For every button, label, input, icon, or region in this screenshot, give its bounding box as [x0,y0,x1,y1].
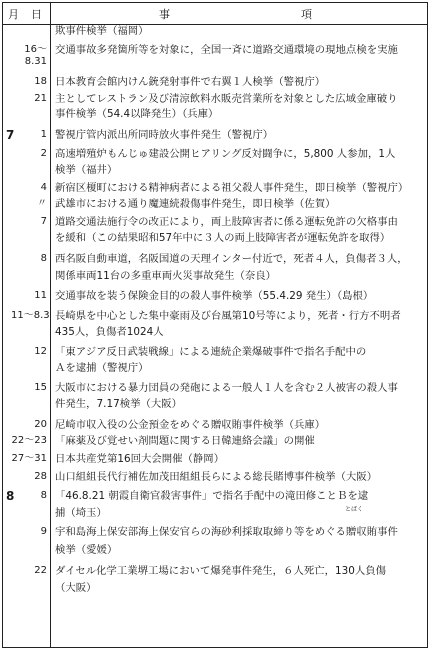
row-text: 山口組組長代行補佐加茂田組組長らによる総長賭博事件検挙（大阪） [55,471,378,483]
row-text: 検挙（福井） [55,164,118,176]
row-text: 「麻薬及び覚せい剤問題に関する日韓連絡会議」の開催 [55,435,315,447]
row-text: 関係車両11台の多重車両火災事故発生（奈良） [55,270,277,282]
table-row [3,434,427,448]
table-row [3,163,427,177]
table-row [3,581,427,595]
table-row [3,181,427,195]
row-text: 長崎県を中心とした集中豪雨及び台風第10号等により，死者・行方不明者 [55,310,401,322]
row-text: 大阪市における暴力団員の発砲による一般人１人を含む２人被害の殺人事 [55,382,398,394]
ruby-annotation: とばく [345,506,364,513]
header-day: 日 [31,8,42,21]
row-day: 8 [40,490,47,501]
row-day: 16〜 [24,44,47,55]
row-text: 交通事故を装う保険金目的の殺人事件検挙（55.4.29 発生）（島根） [55,290,374,302]
table-row [3,564,427,578]
row-text: 日本共産党第16回大会開催（静岡） [55,453,225,465]
table-row [3,289,427,303]
row-text: 435人，負傷者1024人 [55,326,164,338]
row-day: 20 [34,419,47,430]
row-text: 主としてレストラン及び清涼飲料水販売営業所を対象とした広域金庫破り [55,93,398,105]
table-row [3,231,427,245]
table-row [3,397,427,411]
row-text: を緩和（この結果昭和57年中に３人の両上肢障害者が運転免許を取得） [55,232,391,244]
row-day: 18 [34,76,47,87]
table-row [3,252,427,266]
header-month: 月 [8,8,19,21]
row-day: 11〜8.3 [11,310,50,321]
table-row [3,345,427,359]
row-day: 22〜23 [11,435,47,446]
header-ji: 事 [159,8,170,21]
row-day: 4 [40,182,47,193]
row-day: 21 [34,93,47,104]
row-day: 28 [34,471,47,482]
table-row [3,525,427,539]
row-text: 「46.8.21 朝霞自衛官殺害事件」で指名手配中の滝田修ことＢを逮 [55,490,369,502]
row-text: 検挙（愛媛） [55,544,118,556]
row-text: 道路交通法施行令の改正により，両上肢障害者に係る運転免許の欠格事由 [55,216,398,228]
row-day: 11 [34,290,47,301]
row-day: 9 [40,526,47,537]
row-month: 8 [6,489,15,503]
row-day: 2 [40,148,47,159]
table-row [3,309,427,323]
table-row [3,381,427,395]
table-row [3,92,427,106]
row-text: 西名阪自動車道，名阪国道の天理インター付近で，死者４人，負傷者３人， [55,253,408,265]
row-text: 宇和島海上保安部海上保安官らの海砂利採取取締り等をめぐる贈収賄事件 [55,526,398,538]
row-text: Ａを逮捕（警視庁） [55,362,149,374]
row-text: 武雄市における通り魔連続殺傷事件発生，即日検挙（佐賀） [55,198,336,210]
row-day: 27〜31 [11,453,47,464]
table-row [3,361,427,375]
table-row [3,197,427,211]
row-day: 8.31 [24,56,47,67]
row-text: （大阪） [55,582,97,594]
row-text: 欺事件検挙（福岡） [55,25,149,37]
table-row [3,489,427,503]
table-row [3,215,427,229]
row-text: 捕（埼玉） [55,507,107,519]
table-row [3,107,427,121]
row-text: 「東アジア反日武装戦線」による連続企業爆破事件で指名手配中の [55,346,367,358]
table-row [3,418,427,432]
table-row [3,147,427,161]
row-day: 1 [40,129,47,140]
row-text: 交通事故多発箇所等を対象に，全国一斉に道路交通環境の現地点検を実施 [55,44,398,56]
row-day: 〃 [37,198,47,209]
row-text: 事件検挙（54.4以降発生）（兵庫） [55,108,219,120]
row-day: 15 [34,382,47,393]
table-row [3,75,427,89]
table-row [3,128,427,142]
table-row [3,325,427,339]
table-row [3,543,427,557]
row-day: 22 [34,565,47,576]
table-row [3,506,427,520]
row-day: 7 [40,216,47,227]
table-header [3,3,427,25]
header-kou: 項 [301,8,312,21]
row-text: 高速増殖炉もんじゅ建設公開ヒアリング反対闘争に，5,800 人参加，1人 [55,148,396,160]
row-text: 日本教育会館内けん銃発射事件で右翼１人検挙（警視庁） [55,76,326,88]
row-text: 尼崎市収入役の公金預金をめぐる贈収賄事件検挙（兵庫） [55,419,326,431]
row-text: ダイセル化学工業堺工場において爆発事件発生，６人死亡，130人負傷 [55,565,387,577]
table-row [3,269,427,283]
row-day: 8 [40,253,47,264]
document-table [2,2,428,648]
row-text: 件発生，7.17検挙（大阪） [55,398,183,410]
row-text: 警視庁管内派出所同時放火事件発生（警視庁） [55,129,274,141]
row-day: 12 [34,346,47,357]
table-row [3,470,427,484]
row-text: 新宿区榎町における精神病者による祖父殺人事件発生，即日検挙（警視庁） [55,182,409,194]
table-row [3,55,427,69]
row-month: 7 [6,128,15,142]
table-row [3,24,427,38]
table-row [3,452,427,466]
